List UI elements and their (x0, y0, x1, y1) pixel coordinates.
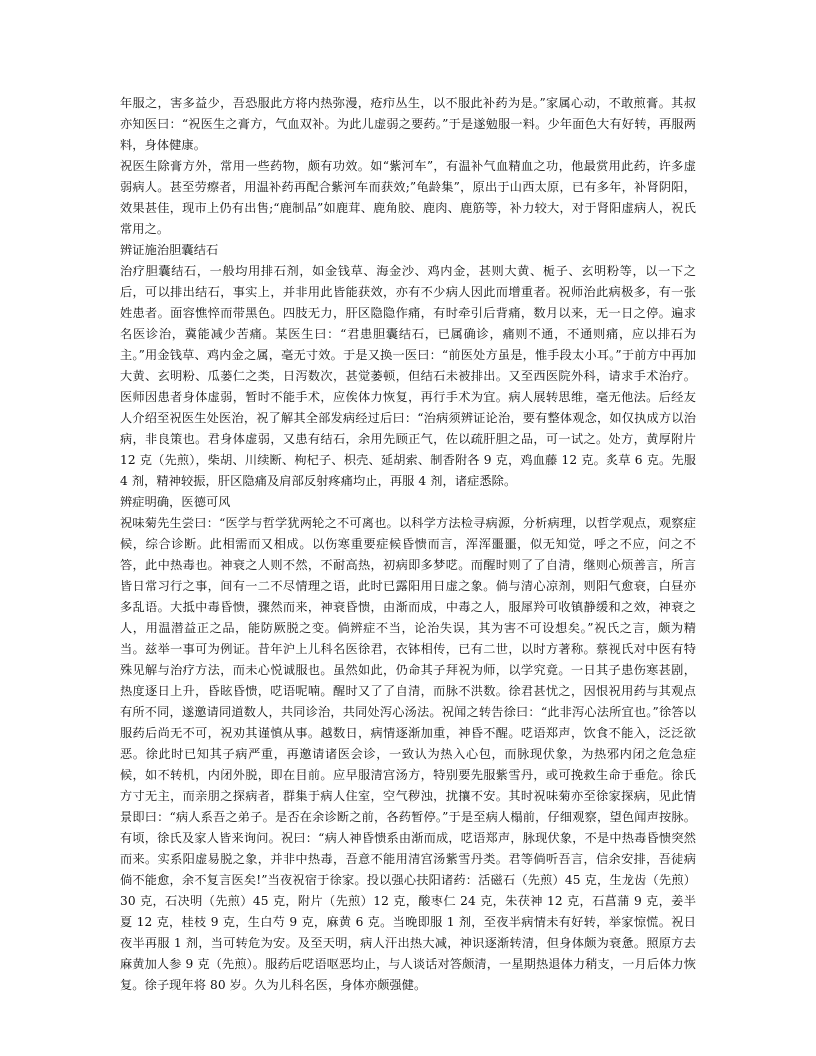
body-paragraph-2: 祝医生除膏方外，常用一些药物，颇有功效。如“紫河车”，有温补气血精血之功，他最赏用此药，许多虚弱病人。甚至劳瘵者，用温补药再配合紫河车而获效;”龟龄集”，原出于山西太原，已有多年，补肾阴阳，效果甚佳，现市上仍有出售;“鹿制品”如鹿茸、鹿角胶、鹿肉、鹿筋等，补力较大，对于肾阳虚病人，祝氏常用之。 (120, 159, 696, 236)
body-paragraph-1: 年服之，害多益少，吾恐服此方将内热弥漫，疮疖丛生，以不服此补药为是。”家属心动，不敢煎膏。其叔亦知医曰：“祝医生之膏方，气血双补。为此儿虚弱之要药。”于是遂勉服一料。少年面色大有好转，再服两料，身体健康。 (120, 96, 696, 152)
body-paragraph-gallstones: 治疗胆囊结石，一般均用排石剂，如金钱草、海金沙、鸡内金，甚则大黄、栀子、玄明粉等，以一下之后，可以排出结石，事实上，并非用此皆能获效，亦有不少病人因此而增重者。祝师治此病极多，有一张姓患者。面容憔悴而带黑色。四肢无力，肝区隐隐作痛，有时牵引后背痛，数月以来，无一日之停。遍求名医诊治，冀能减少苦痛。某医生曰：“君患胆囊结石，已属确诊，痛则不通，不通则痛，应以排石为主。”用金钱草、鸡内金之属，毫无寸效。于是又换一医曰：“前医处方虽是，惟手段太小耳。”于前方中再加大黄、玄明粉、瓜蒌仁之类，日泻数次，甚觉萎顿，但结石未被排出。又至西医院外科，请求手术治疗。医师因患者身体虚弱，暂时不能手术，应俟体力恢复，再行手术为宜。病人展转思维，毫无他法。后经友人介绍至祝医生处医治，祝了解其全部发病经过后曰：“治病须辨证论治，要有整体观念，如仅执成方以治病，非良策也。君身体虚弱，又患有结石，余用先顾正气，佐以疏肝胆之品，可一试之。处方，黄厚附片 12 克（先煎），柴胡、川续断、枸杞子、枳壳、延胡索、制香附各 9 克，鸡血藤 12 克。炙草 6 克。先服 4 剂，精神较振，肝区隐痛及肩部反射疼痛均止，再服 4 剂，诸症悉除。 (120, 264, 696, 488)
document-page (120, 93, 696, 996)
section-heading-diagnosis-ethics: 辨症明确，医德可风 (120, 495, 231, 509)
body-paragraph-diagnosis-ethics: 祝味菊先生尝曰：“医学与哲学犹两轮之不可离也。以科学方法检寻病源，分析病理，以哲学观点，观察症候，综合诊断。此相需而又相成。以伤寒重要症候昏愦而言，浑浑噩噩，似无知觉，呼之不应，问之不答，此中热毒也。神衰之人则不然，不耐高热，初病即多梦呓。而醒时则了了自清，继则心烦善言，所言皆日常习行之事，间有一二不尽情理之语，此时已露阳用日虚之象。倘与清心凉剂，则阳气愈衰，白昼亦多乱语。大抵中毒昏愦，骤然而来，神衰昏愦，由渐而成，中毒之人，服犀羚可收镇静缓和之效，神衰之人，用温潜益正之品，能防厥脱之变。倘辨症不当，论治失误，其为害不可设想矣。”祝氏之言，颇为精当。兹举一事可为例证。昔年沪上儿科名医徐君，衣钵相传，已有二世，以时方著称。蔡视氏对中医有特殊见解与治疗方法，而未心悦诚服也。虽然如此，仍命其子拜祝为师，以学究竟。一日其子患伤寒甚剧，热度逐日上升，昏眩昏愦，呓语呢喃。醒时又了了自清，而脉不洪数。徐君甚忧之，因恨祝用药与其观点有所不同，遂邀请同道数人，共同诊治，共同处泻心汤法。祝闻之转告徐曰：“此非泻心法所宜也。”徐答以服药后尚无不可，祝劝其谨慎从事。越数日，病情逐渐加重，神昏不醒。呓语郑声，饮食不能入，泛泛欲恶。徐此时已知其子病严重，再邀请诸医会诊，一致认为热入心包，而脉现伏象，为热邪内闭之危急症候，如不转机，内闭外脱，即在目前。应早服清宫汤方，特别要先服紫雪丹，或可挽救生命于垂危。徐氏方寸无主，而亲朋之探病者，群集于病人住室，空气秽浊，扰攘不安。其时祝味菊亦至徐家探病，见此情景即曰：“病人系吾之弟子。是否在余诊断之前，各药暂停。”于是至病人榻前，仔细观察，望色闻声按脉。有顷，徐氏及家人皆来询问。祝曰：“病人神昏愦系由渐而成，呓语郑声，脉现伏象，不是中热毒昏愦突然而来。实系阳虚易脱之象，并非中热毒，吾意不能用清宫汤紫雪丹类。君等倘听吾言，信余安排，吾徒病倘不能愈，余不复言医矣!”当夜祝宿于徐家。投以强心扶阳诸药：活磁石（先煎）45 克，生龙齿（先煎）30 克，石决明（先煎）45 克，附片（先煎）12 克，酸枣仁 24 克，朱茯神 12 克，石菖蒲 9 克，姜半夏 12 克，桂枝 9 克，生白芍 9 克，麻黄 6 克。当晚即服 1 剂，至夜半病情未有好转，举家惊慌。祝日夜半再服 1 剂，当可转危为安。及至天明，病人汗出热大减，神识逐渐转清，但身体颇为衰惫。照原方去麻黄加人参 9 克（先煎）。服药后呓语呕恶均止，与人谈话对答颇清，一星期热退体力稍支，一月后体力恢复。徐子现年将 80 岁。久为儿科名医，身体亦颇强健。 (120, 516, 696, 992)
section-heading-gallstones: 辨证施治胆囊结石 (120, 243, 219, 257)
